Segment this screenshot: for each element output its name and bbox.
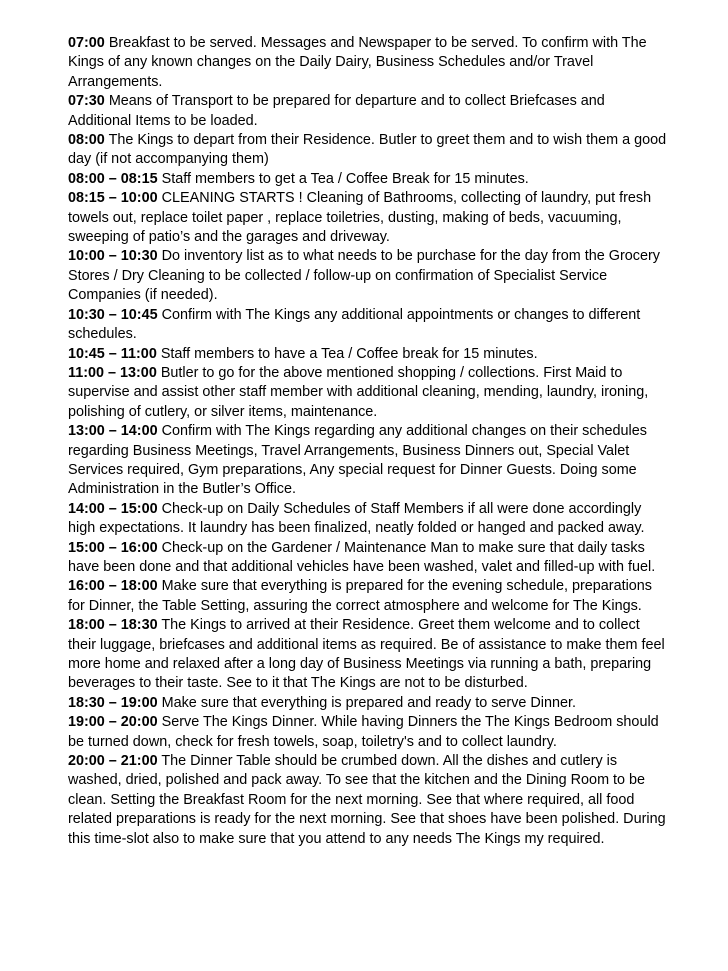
- entry-text: CLEANING STARTS ! Cleaning of Bathrooms, collecting of laundry, put fresh towels out, replace toilet paper , replace toiletries, dusting, making of beds, vacuuming, sweeping of patio’s and the garages and driveway.: [68, 190, 652, 246]
- schedule-entry: [68, 189, 668, 247]
- entry-time: 19:00 – 20:00: [68, 714, 158, 731]
- schedule-entry: [68, 616, 668, 694]
- entry-time: 10:00 – 10:30: [68, 248, 158, 265]
- entry-text: Check-up on Daily Schedules of Staff Members if all were done accordingly high expectations. It laundry has been finalized, neatly folded or hanged and packed away.: [68, 500, 645, 537]
- schedule-entry: [68, 131, 668, 170]
- entry-text: Make sure that everything is prepared and ready to serve Dinner.: [161, 694, 576, 711]
- entry-text: Confirm with The Kings any additional appointments or changes to different schedules.: [68, 306, 641, 343]
- schedule-entry: [68, 500, 668, 539]
- entry-time: 10:45 – 11:00: [68, 345, 157, 362]
- schedule-entry: [68, 34, 668, 92]
- schedule-entry: [68, 577, 668, 616]
- entry-text: Breakfast to be served. Messages and Newspaper to be served. To confirm with The Kings of any known changes on the Daily Dairy, Business Schedules and/or Travel Arrangements.: [68, 35, 647, 90]
- entry-time: 18:30 – 19:00: [68, 694, 158, 711]
- entry-text: Staff members to have a Tea / Coffee break for 15 minutes.: [160, 345, 538, 362]
- schedule-document: [68, 34, 668, 849]
- schedule-entry: [68, 345, 668, 364]
- schedule-entry: [68, 694, 668, 713]
- entry-time: 08:00 – 08:15: [68, 170, 158, 187]
- entry-time: 07:00: [68, 35, 105, 51]
- entry-time: 18:00 – 18:30: [68, 617, 158, 634]
- schedule-entry: [68, 247, 668, 305]
- entry-text: The Dinner Table should be crumbed down. All the dishes and cutlery is washed, dried, polished and pack away. To see that the kitchen and the Dining Room to be clean. Setting the Breakfast Room for the next morning. See that where required, all food related preparations is ready for the next morning. See that shoes have been polished. During this time-slot also to make sure that you attend to any needs The Kings my required.: [68, 753, 666, 847]
- schedule-entry: [68, 364, 668, 422]
- schedule-entry: [68, 539, 668, 578]
- entry-time: 07:30: [68, 93, 105, 110]
- schedule-entry: [68, 170, 668, 189]
- entry-time: 08:00: [68, 132, 105, 149]
- entry-time: 14:00 – 15:00: [68, 500, 158, 517]
- schedule-entry: [68, 713, 668, 752]
- entry-text: Do inventory list as to what needs to be purchase for the day from the Grocery Stores / Dry Cleaning to be collected / follow-up on confirmation of Specialist Service Companies (if needed).: [68, 248, 660, 304]
- entry-time: 16:00 – 18:00: [68, 578, 158, 595]
- entry-time: 13:00 – 14:00: [68, 423, 158, 440]
- entry-time: 20:00 – 21:00: [68, 753, 158, 770]
- entry-time: 10:30 – 10:45: [68, 306, 158, 323]
- entry-time: 15:00 – 16:00: [68, 539, 158, 556]
- schedule-entry: [68, 306, 668, 345]
- entry-text: Confirm with The Kings regarding any additional changes on their schedules regarding Business Meetings, Travel Arrangements, Business Dinners out, Special Valet Services required, Gym preparations, Any special request for Dinner Guests. Doing some Administration in the Butler’s Office.: [68, 423, 647, 498]
- schedule-entry: [68, 752, 668, 849]
- entry-text: The Kings to arrived at their Residence. Greet them welcome and to collect their luggage, briefcases and additional items as required. Be of assistance to make them feel more home and relaxed after a long day of Business Meetings via running a bath, preparing beverages to their taste. See to it that The Kings are not to be disturbed.: [68, 617, 665, 692]
- entry-text: Check-up on the Gardener / Maintenance Man to make sure that daily tasks have been done and that additional vehicles have been washed, valet and filled-up with fuel.: [68, 539, 656, 575]
- entry-time: 08:15 – 10:00: [68, 190, 158, 207]
- entry-text: Staff members to get a Tea / Coffee Break for 15 minutes.: [161, 170, 529, 187]
- schedule-entry: [68, 422, 668, 500]
- entry-text: Serve The Kings Dinner. While having Dinners the The Kings Bedroom should be turned down, check for fresh towels, soap, toiletry's and to collect laundry.: [68, 714, 659, 750]
- entry-text: Make sure that everything is prepared for the evening schedule, preparations for Dinner, the Table Setting, assuring the correct atmosphere and welcome for The Kings.: [68, 578, 652, 614]
- schedule-entry: [68, 92, 668, 131]
- entry-time: 11:00 – 13:00: [68, 364, 157, 381]
- entry-text: Butler to go for the above mentioned shopping / collections. First Maid to supervise and assist other staff member with additional cleaning, mending, laundry, ironing, polishing of cutlery, or silver items, maintenance.: [68, 364, 649, 420]
- entry-text: The Kings to depart from their Residence. Butler to greet them and to wish them a good day (if not accompanying them): [68, 132, 667, 168]
- entry-text: Means of Transport to be prepared for departure and to collect Briefcases and Additional Items to be loaded.: [68, 93, 605, 129]
